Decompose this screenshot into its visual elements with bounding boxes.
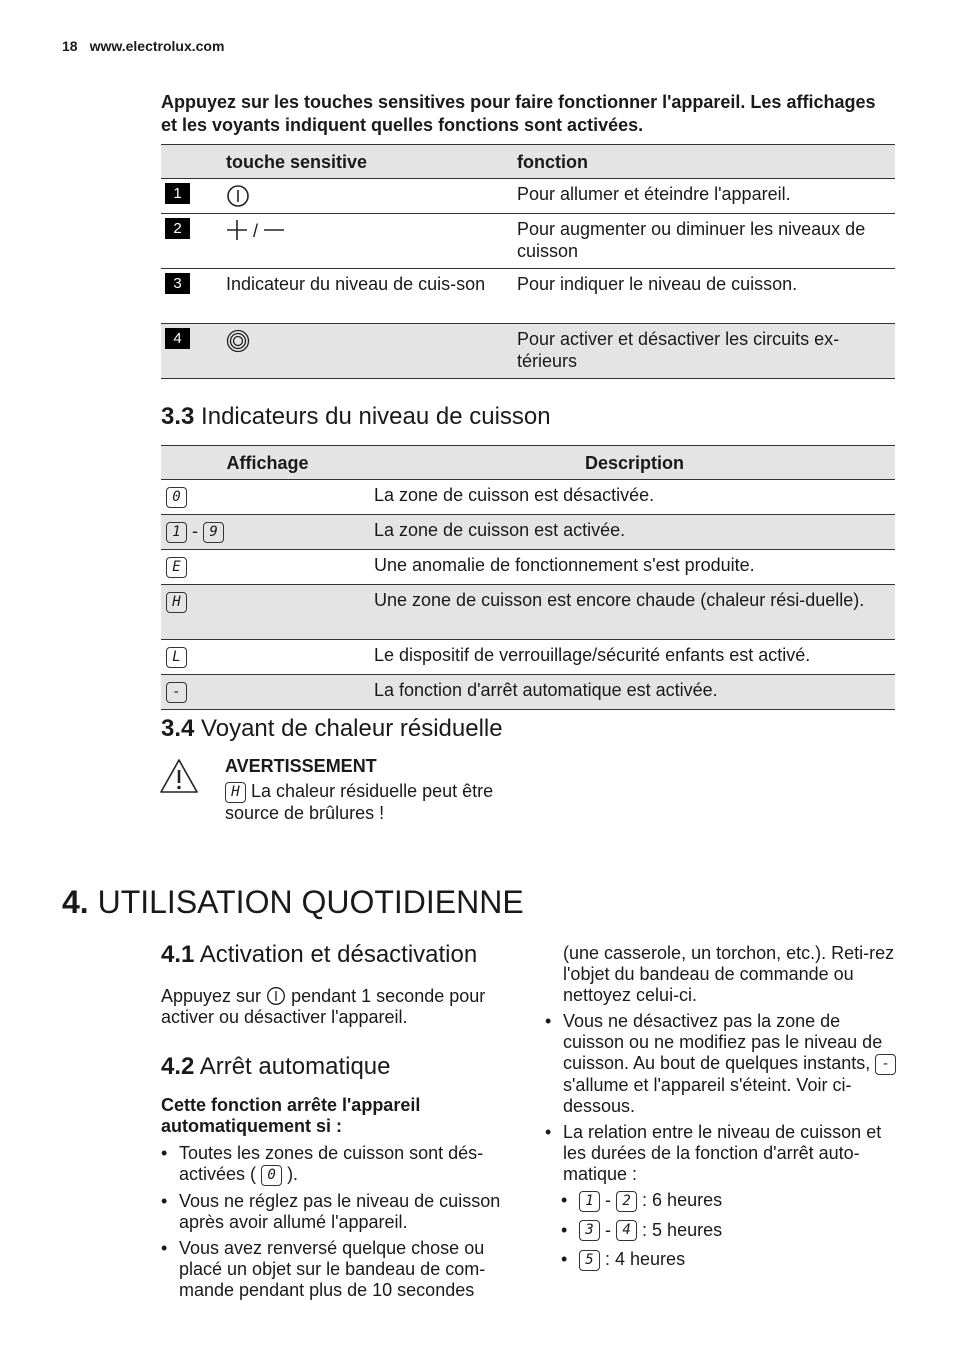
segment-display: 9 (203, 522, 224, 543)
page-header (62, 38, 224, 54)
list-item: • La relation entre le niveau de cuisson et les durées de la fonction d'arrêt auto-matique : (545, 1122, 898, 1185)
function-text: Pour activer et désactiver les circuits ex-térieurs (517, 329, 840, 371)
circuit-icon (226, 337, 250, 357)
table-row (161, 179, 895, 214)
section-4-1-heading: 4.1 Activation et désactivation (161, 941, 478, 968)
segment-display: - (166, 682, 187, 703)
table-row (161, 480, 895, 515)
col-touch: touche sensitive (226, 152, 368, 172)
function-text: Pour augmenter ou diminuer les niveaux de cuisson (517, 219, 866, 261)
timings-list (561, 1190, 898, 1271)
table-row (161, 550, 895, 585)
section-4-2-body (161, 1095, 516, 1306)
list-item: • Vous ne réglez pas le niveau de cuisson après avoir allumé l'appareil. (161, 1191, 516, 1233)
row-number: 1 (165, 183, 190, 204)
touch-controls-table (161, 144, 895, 379)
function-text: Pour allumer et éteindre l'appareil. (517, 184, 791, 204)
description-text: La zone de cuisson est désactivée. (374, 485, 655, 505)
row-number: 3 (165, 273, 190, 294)
col-function: fonction (517, 152, 588, 172)
segment-display: 1 (166, 522, 187, 543)
plus-icon (226, 224, 248, 244)
table-row (161, 214, 895, 269)
section-4-2-lead: Cette fonction arrête l'appareil automatiquement si : (161, 1095, 421, 1136)
section-3-4-heading: 3.4 Voyant de chaleur résiduelle (161, 715, 503, 742)
warning-block (225, 756, 515, 824)
description-text: Une anomalie de fonctionnement s'est produite. (374, 555, 755, 575)
segment-display: - (875, 1054, 896, 1075)
website-url[interactable]: www.electrolux.com (89, 38, 225, 54)
page-number: 18 (62, 38, 78, 54)
function-text: Pour indiquer le niveau de cuisson. (517, 274, 798, 294)
description-text: La fonction d'arrêt automatique est activée. (374, 680, 718, 700)
segment-display: H (225, 782, 246, 803)
chapter-4-heading: 4. UTILISATION QUOTIDIENNE (62, 884, 524, 920)
row-number: 4 (165, 328, 190, 349)
description-text: Une zone de cuisson est encore chaude (chaleur rési-duelle). (374, 590, 865, 610)
timing-item: • 3 - 4 : 5 heures (561, 1220, 898, 1242)
segment-display: 4 (616, 1220, 637, 1241)
table-row (161, 675, 895, 710)
list-item: • Toutes les zones de cuisson sont dés-activées ( 0 ). (161, 1143, 516, 1186)
power-icon (226, 192, 250, 212)
minus-icon (263, 224, 285, 244)
list-item: • Vous ne désactivez pas la zone de cuisson ou ne modifiez pas le niveau de cuisson. Au bout de quelques instants, - s'allume et l'appareil s'éteint. Voir ci-dessous. (545, 1011, 898, 1117)
right-column (563, 943, 898, 1276)
list-item: • Vous avez renversé quelque chose ou placé un objet sur le bandeau de com-mande pendant plus de 10 secondes (161, 1238, 516, 1301)
touch-text: Indicateur du niveau de cuis-son (226, 274, 486, 294)
segment-display: 5 (579, 1250, 600, 1271)
segment-display: 3 (579, 1220, 600, 1241)
power-icon (266, 986, 286, 1006)
section-4-2-heading: 4.2 Arrêt automatique (161, 1053, 391, 1080)
warning-text: La chaleur résiduelle peut être source de brûlures ! (225, 781, 494, 823)
segment-display: E (166, 557, 187, 578)
warning-title: AVERTISSEMENT (225, 756, 377, 776)
description-text: Le dispositif de verrouillage/sécurité enfants est activé. (374, 645, 811, 665)
segment-display: 2 (616, 1191, 637, 1212)
table-row (161, 585, 895, 640)
section-4-1-text: Appuyez sur pendant 1 seconde pour activer ou désactiver l'appareil. (161, 986, 486, 1027)
segment-display: 0 (166, 487, 187, 508)
table-row (161, 269, 895, 324)
conditions-list (161, 1143, 516, 1301)
section-3-3-heading: 3.3 Indicateurs du niveau de cuisson (161, 403, 551, 430)
table-row (161, 324, 895, 379)
slash-separator: / (253, 221, 259, 241)
intro-text: Appuyez sur les touches sensitives pour faire fonctionner l'appareil. Les affichages et les voyants indiquent quelles fonctions sont activées. (161, 92, 876, 135)
row-number: 2 (165, 218, 190, 239)
segment-display: H (166, 592, 187, 613)
timing-item: • 5 : 4 heures (561, 1249, 898, 1271)
conditions-list-continued (545, 1011, 898, 1185)
col-description: Description (584, 453, 685, 473)
warning-icon (159, 758, 199, 799)
segment-display: 1 (579, 1191, 600, 1212)
timing-item: • 1 - 2 : 6 heures (561, 1190, 898, 1212)
description-text: La zone de cuisson est activée. (374, 520, 626, 540)
col-display: Affichage (226, 453, 309, 473)
display-indicators-table (161, 445, 895, 710)
table-row (161, 640, 895, 675)
continued-text: (une casserole, un torchon, etc.). Reti-rez l'objet du bandeau de commande ou nettoyez celui-ci. (563, 943, 895, 1005)
table-row: 1 - 9 La zone de cuisson est activée. (161, 515, 895, 550)
segment-display: 0 (261, 1165, 282, 1186)
segment-display: L (166, 647, 187, 668)
